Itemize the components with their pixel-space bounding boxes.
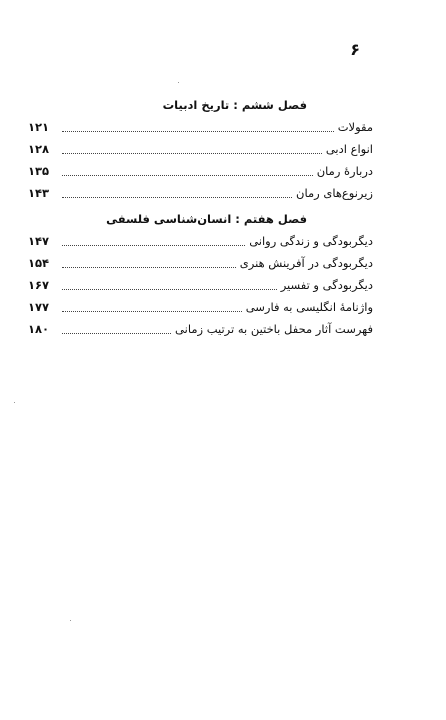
toc-entry-page: ۱۴۷ — [28, 234, 50, 248]
toc-entry — [28, 228, 373, 250]
toc-entry-page: ۱۷۷ — [28, 300, 50, 314]
page-number: ۶ — [350, 40, 360, 59]
scan-speck — [70, 620, 71, 621]
toc-entry-page: ۱۳۵ — [28, 164, 50, 178]
toc-entry-title: فهرست آثار محفل باختین به ترتیب زمانی — [175, 322, 373, 336]
dot-leader — [62, 289, 277, 290]
toc-entry-title: واژنامهٔ انگلیسی به فارسی — [245, 300, 373, 314]
toc-entry — [28, 158, 373, 180]
scan-speck — [178, 82, 179, 83]
dot-leader — [62, 131, 334, 132]
section-title-chapter-6: فصل ششم : تاریخ ادبیات — [162, 98, 307, 112]
section-title-chapter-7: فصل هفتم : انسان‌شناسی فلسفی — [106, 212, 307, 226]
scan-speck — [14, 402, 15, 403]
dot-leader — [62, 197, 292, 198]
toc-entry-page: ۱۲۱ — [28, 120, 50, 134]
toc-entry-title: دربارهٔ رمان — [316, 164, 373, 178]
dot-leader — [62, 245, 245, 246]
toc-entry-page: ۱۲۸ — [28, 142, 50, 156]
toc-entry-page: ۱۸۰ — [28, 322, 50, 336]
toc-entry — [28, 136, 373, 158]
dot-leader — [62, 175, 313, 176]
toc-entry — [28, 272, 373, 294]
toc-entry — [28, 316, 373, 338]
toc-entry-page: ۱۵۴ — [28, 256, 50, 270]
dot-leader — [62, 153, 322, 154]
dot-leader — [62, 267, 236, 268]
toc-entry — [28, 180, 373, 202]
toc-entry-page: ۱۴۳ — [28, 186, 50, 200]
toc-entry-title: مقولات — [337, 120, 373, 134]
toc-entry-title: دیگربودگی و تفسیر — [280, 278, 373, 292]
dot-leader — [62, 333, 171, 334]
toc-entry-title: دیگربودگی و زندگی روانی — [249, 234, 373, 248]
toc-entry-title: دیگربودگی در آفرینش هنری — [239, 256, 373, 270]
toc-entry — [28, 294, 373, 316]
toc-entry-title: انواع ادبی — [325, 142, 373, 156]
toc-entry-page: ۱۶۷ — [28, 278, 50, 292]
toc-entry — [28, 114, 373, 136]
toc-entry — [28, 250, 373, 272]
dot-leader — [62, 311, 242, 312]
toc-entry-title: زیرنوع‌های رمان — [296, 186, 373, 200]
table-of-contents — [28, 96, 373, 338]
